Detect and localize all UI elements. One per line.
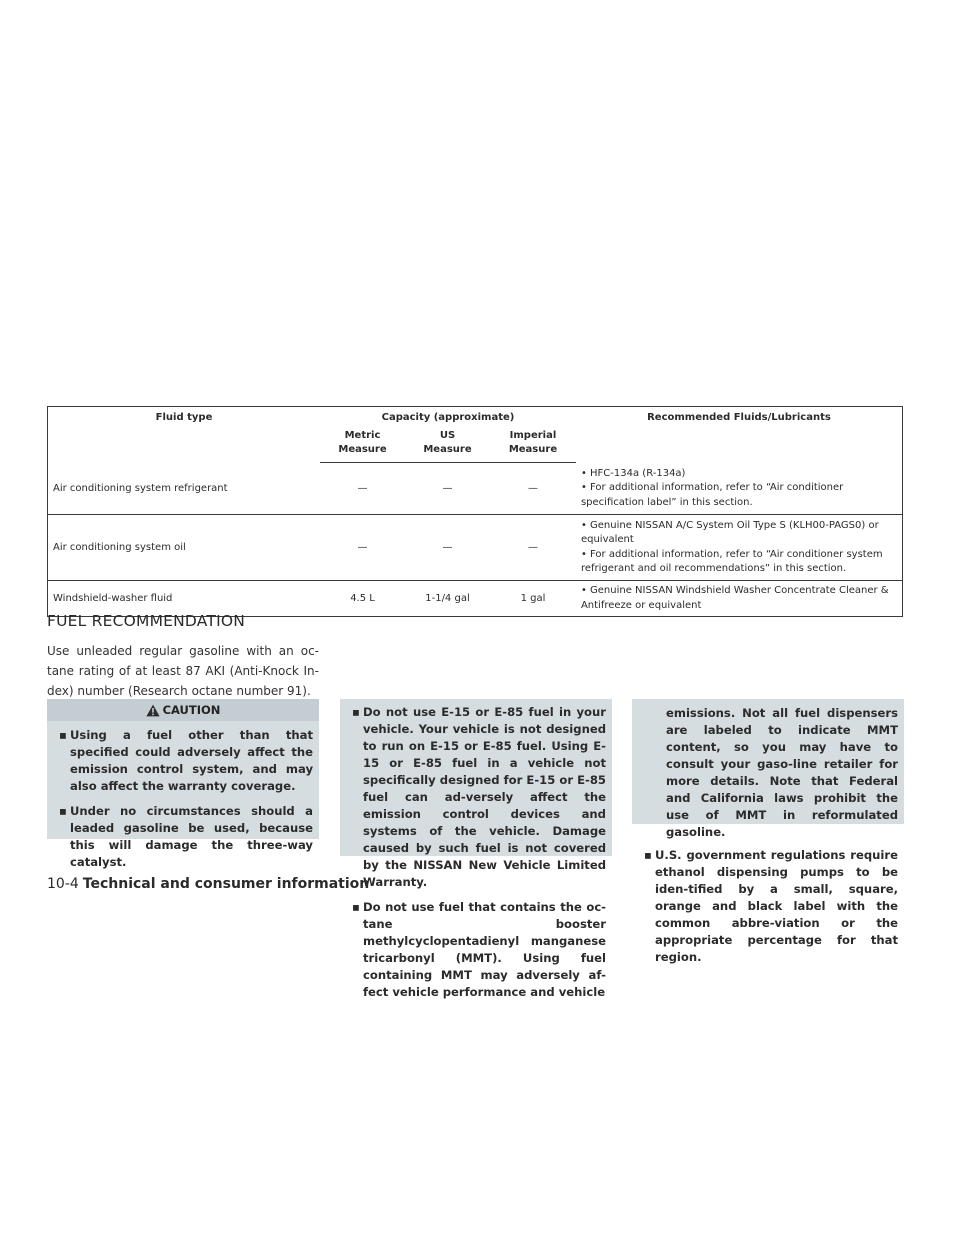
table-header-row — [48, 407, 903, 427]
list-item — [352, 899, 606, 1001]
list-item — [352, 704, 606, 891]
metric-value: 4.5 L — [350, 592, 375, 604]
fluid-name: Windshield-washer fluid — [53, 592, 173, 604]
us-value: 1-1/4 gal — [425, 592, 470, 604]
metric-value: — — [357, 541, 368, 553]
fluid-capacity-table — [47, 406, 903, 617]
recommended-cell — [576, 515, 903, 581]
header-metric: Metric Measure — [320, 427, 405, 463]
caution-list — [340, 699, 612, 1001]
recommended-line: • Genuine NISSAN Windshield Washer Concentrate Cleaner & Antifreeze or equivalent — [580, 585, 889, 611]
imperial-value: 1 gal — [520, 592, 546, 604]
page-footer — [47, 876, 369, 892]
caution-box — [47, 699, 319, 869]
list-item — [59, 803, 313, 871]
imperial-value: — — [527, 541, 538, 553]
intro-paragraph: Use unleaded regular gasoline with an oc-tane rating of at least 87 AKI (Anti-Knock In-dex) number (Research octane number 91). — [47, 644, 319, 698]
bullet-icon: ▪ — [644, 848, 652, 862]
recommended-line: • HFC-134a (R-134a) — [580, 467, 686, 479]
chapter-title: Technical and consumer information — [82, 876, 370, 892]
header-us: US Measure — [405, 427, 490, 463]
recommended-line: • Genuine NISSAN A/C System Oil Type S (KLH00-PAGS0) or equivalent — [580, 519, 879, 546]
warning-icon — [146, 704, 160, 717]
caution-text: Do not use fuel that contains the oc-tane booster methylcyclopentadienyl manganese tricarbonyl (MMT). Using fuel containing MMT may adversely af-fect vehicle performance and vehicle — [363, 900, 606, 999]
caution-header — [47, 699, 319, 721]
caution-list — [47, 721, 319, 871]
imperial-value: — — [527, 482, 538, 494]
fluid-name: Air conditioning system refrigerant — [53, 482, 228, 494]
bullet-icon: ▪ — [352, 900, 360, 914]
header-capacity: Capacity (approximate) — [381, 412, 515, 423]
metric-value: — — [357, 482, 368, 494]
caution-continued-box — [340, 699, 612, 999]
caution-text: Using a fuel other than that specified could adversely affect the emission control system, and may also affect the warranty coverage. — [70, 728, 313, 793]
us-value: — — [442, 541, 453, 553]
list-item — [59, 727, 313, 795]
us-value: — — [442, 482, 453, 494]
table-row — [48, 515, 903, 581]
header-recommended: Recommended Fluids/Lubricants — [647, 412, 831, 423]
recommended-cell — [576, 581, 903, 617]
header-fluid-type: Fluid type — [155, 412, 213, 423]
bullet-icon: ▪ — [352, 705, 360, 719]
fluid-name: Air conditioning system oil — [53, 541, 186, 553]
recommended-line: • For additional information, refer to “Air conditioner system refrigerant and oil recommendations” in this section. — [580, 548, 883, 575]
caution-list — [632, 841, 904, 966]
bullet-icon: ▪ — [59, 728, 67, 742]
header-imperial: Imperial Measure — [490, 427, 576, 463]
caution-text: Under no circumstances should a leaded gasoline be used, because this will damage the three-way catalyst. — [70, 804, 313, 869]
caution-text: U.S. government regulations require ethanol dispensing pumps to be iden-tified by a small, square, orange and black label with the common abbre-viation or the appropriate percentage for that region. — [655, 848, 898, 964]
caution-label: CAUTION — [162, 703, 221, 717]
recommended-cell — [576, 463, 903, 515]
section-title: FUEL RECOMMENDATION — [47, 612, 246, 630]
list-item — [644, 847, 898, 966]
recommended-line: • For additional information, refer to “Air conditioner specification label” in this section. — [580, 482, 844, 508]
caution-continued-box-2 — [632, 699, 904, 964]
caution-continuation: emissions. Not all fuel dispensers are labeled to indicate MMT content, so you may have to consult your gaso-line retailer for more details. Note that Federal and California laws prohibit the use of MMT in reformulated gasoline. — [666, 706, 898, 839]
table-row — [48, 463, 903, 515]
caution-text: Do not use E-15 or E-85 fuel in your vehicle. Your vehicle is not designed to run on E-15 or E-85 fuel. Using E-15 or E-85 fuel in a vehicle not specifically designed for E-15 or E-85 fuel can ad-versely affect the emission control devices and systems of the vehicle. Damage caused by such fuel is not covered by the NISSAN New Vehicle Limited Warranty. — [363, 705, 606, 889]
page-number: 10-4 — [47, 876, 79, 892]
bullet-icon: ▪ — [59, 804, 67, 818]
